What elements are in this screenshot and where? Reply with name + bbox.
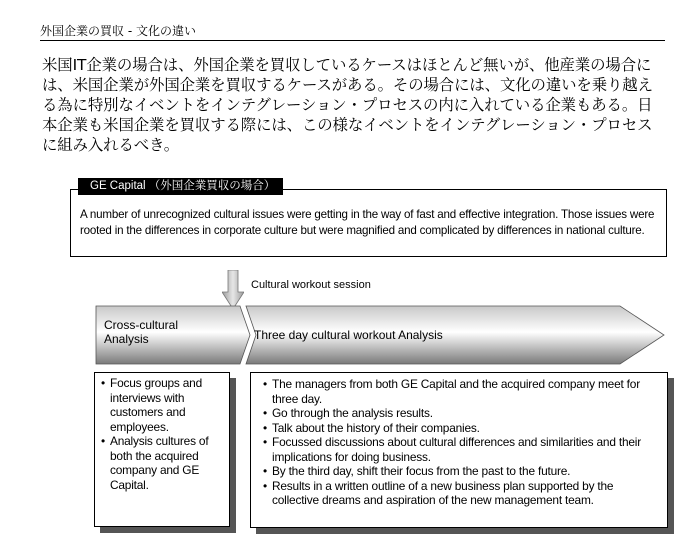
stage-label-workout: Three day cultural workout Analysis	[254, 328, 443, 342]
list-item: • By the third day, shift their focus from the past to the future.	[263, 464, 663, 479]
intro-paragraph: 米国IT企業の場合は、外国企業を買収しているケースはほとんど無いが、他産業の場合には、米国企業が外国企業を買収するケースがある。その場合には、文化の違いを乗り越える為に特別なイベントをインテグレーション・プロセスの内に入れている企業もある。日本企業も米国企業を買収する際には、この様なイベントをインテグレーション・プロセスに組み入れるべき。	[42, 56, 653, 154]
list-item: • Results in a written outline of a new business plan supported by the collective dreams and aspiration of the new management team.	[263, 479, 663, 508]
left-panel	[94, 372, 230, 527]
case-label: GE Capital （外国企業買収の場合）	[78, 178, 283, 195]
slide-title: 外国企業の買収 - 文化の違い	[40, 24, 196, 38]
list-item: • Go through the analysis results.	[263, 406, 663, 421]
list-item: • Analysis cultures of both the acquired company and GE Capital.	[101, 434, 225, 492]
list-item: • Focus groups and interviews with customers and employees.	[101, 376, 225, 434]
stage-label-cross-cultural: Cross-cultural Analysis	[104, 318, 179, 346]
session-label: Cultural workout session	[251, 279, 371, 291]
list-item: • The managers from both GE Capital and the acquired company meet for three day.	[263, 377, 663, 406]
list-item: • Focussed discussions about cultural differences and similarities and their implications for doing business.	[263, 435, 663, 464]
case-description: A number of unrecognized cultural issues were getting in the way of fast and effective integration. Those issues were rooted in the differences in corporate culture but were magnified and complicated by differences in national culture.	[80, 208, 655, 237]
right-panel	[250, 372, 668, 528]
list-item: • Talk about the history of their companies.	[263, 421, 663, 436]
